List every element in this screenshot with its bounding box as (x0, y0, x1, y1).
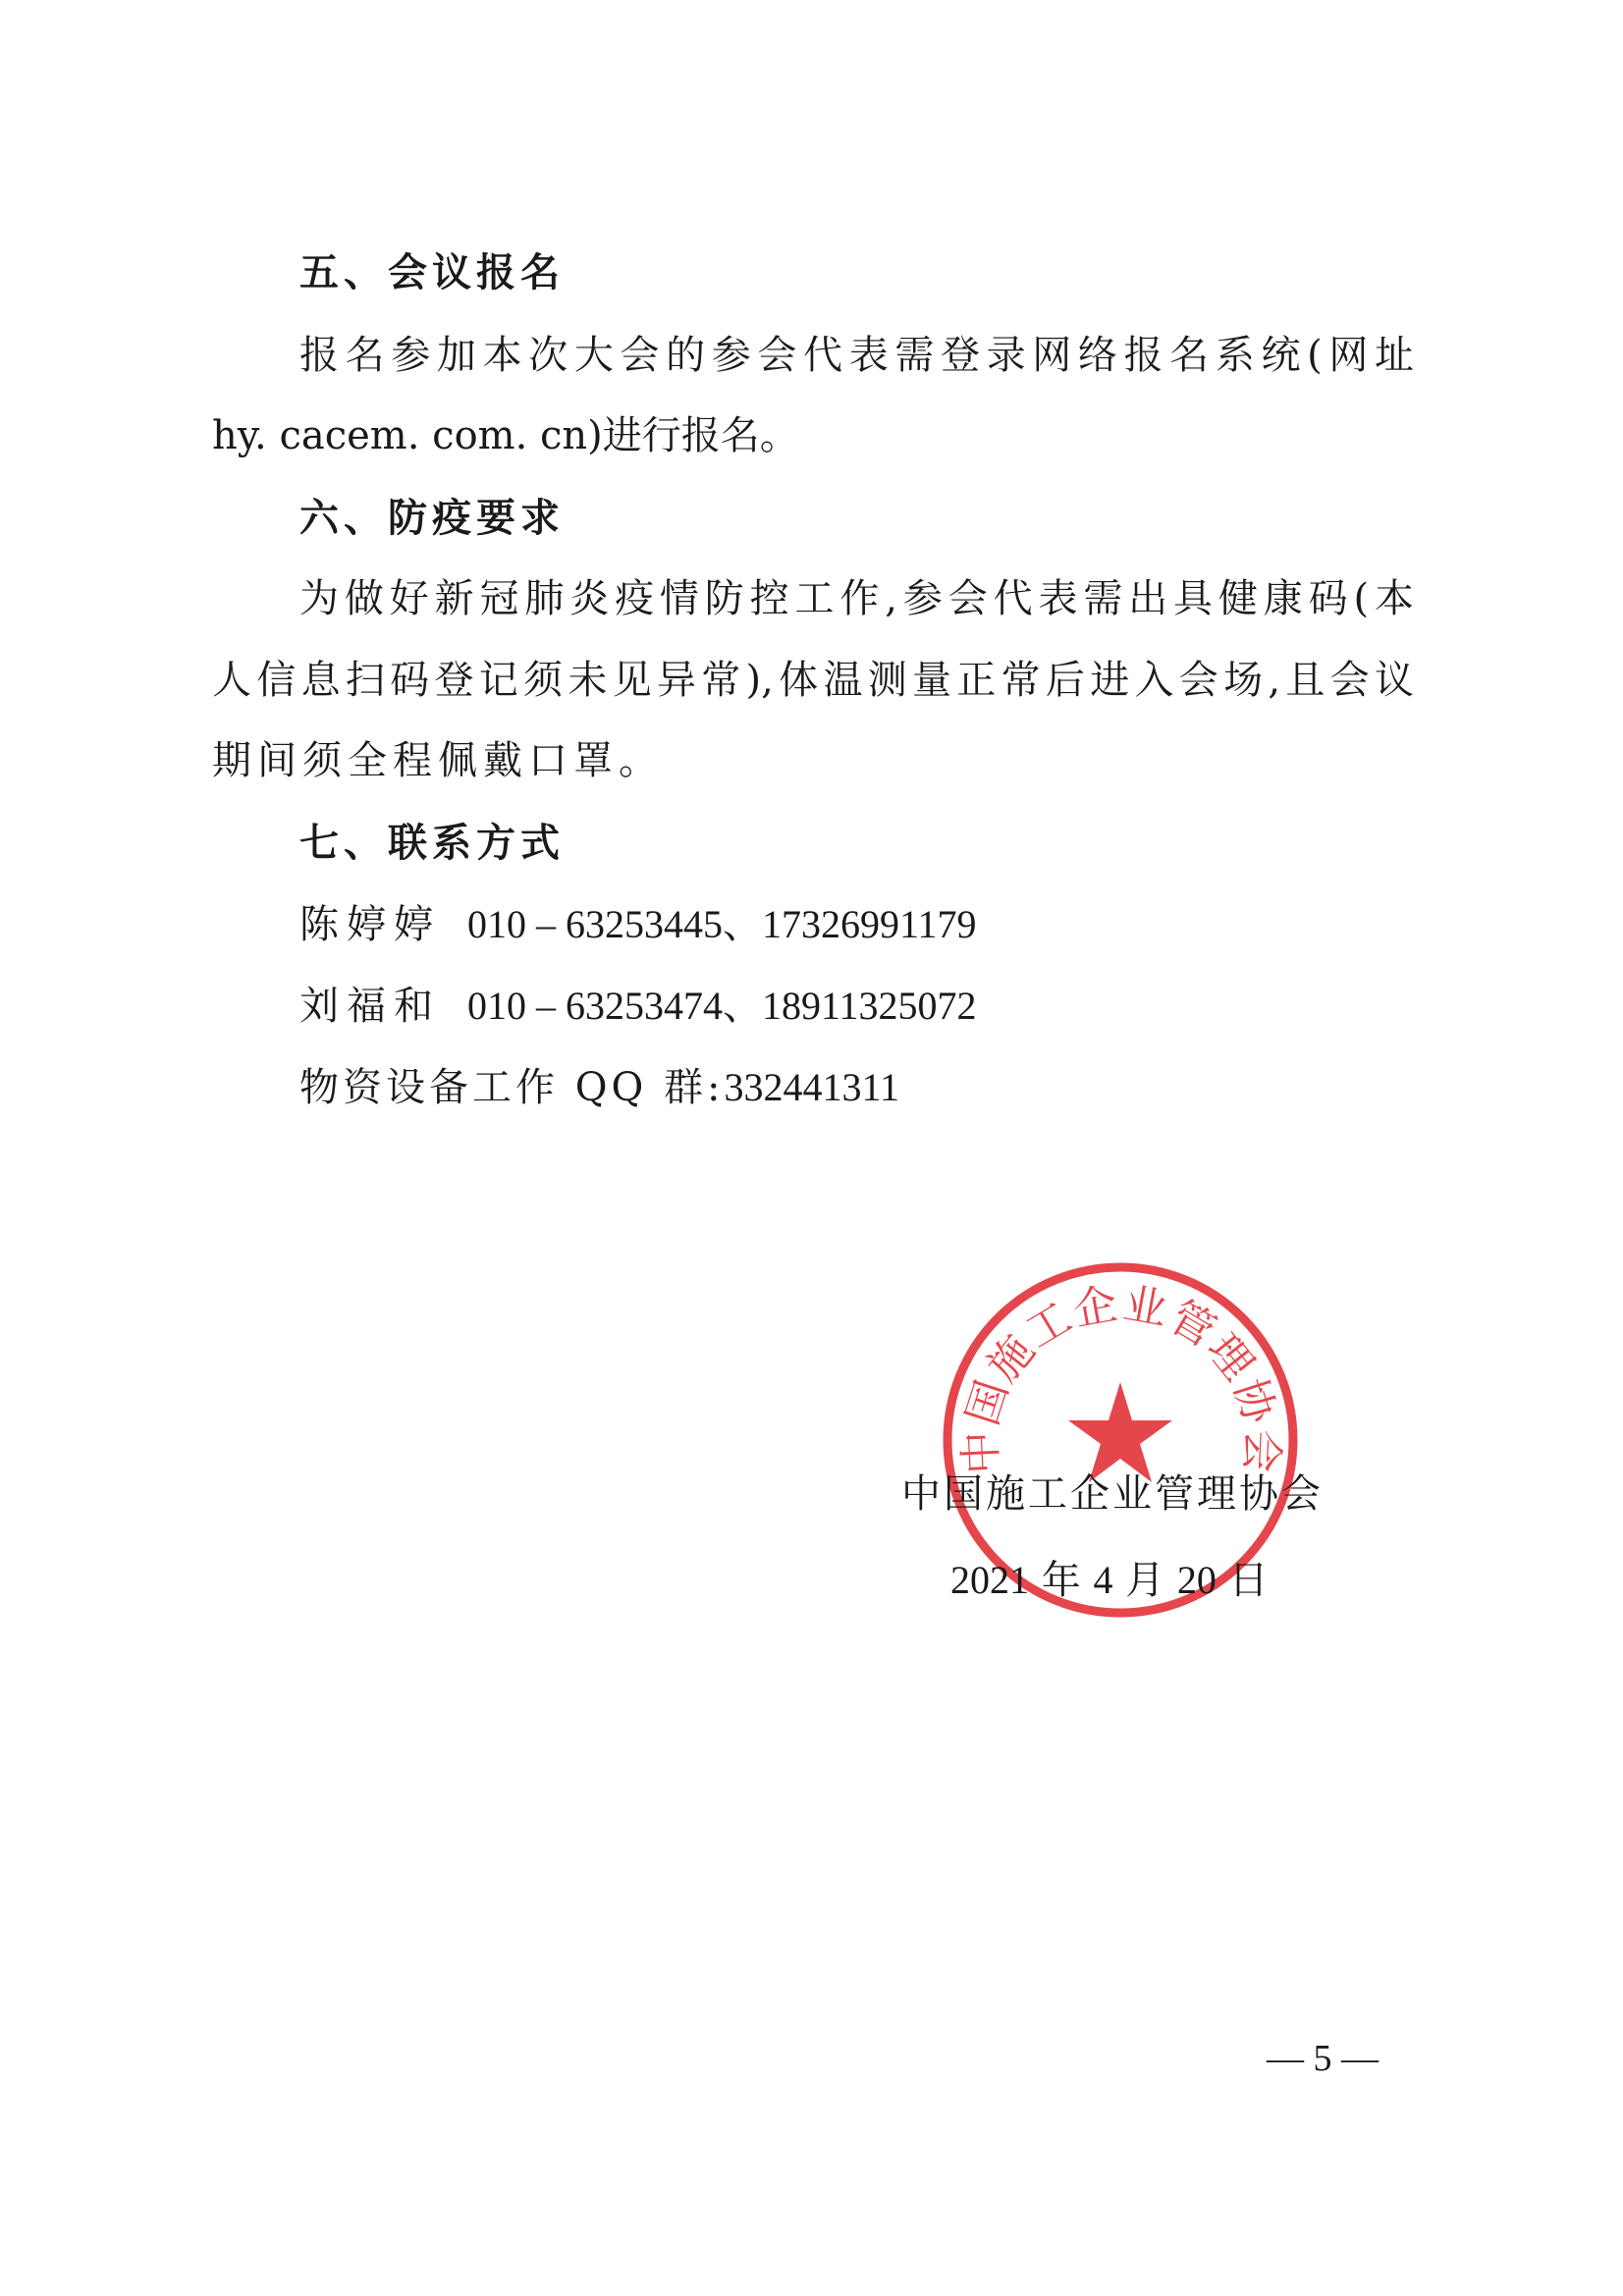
contact-name-2: 刘福和 (299, 984, 441, 1029)
registration-line-1: 报名参加本次大会的参会代表需登录网络报名系统(网址 (299, 333, 1414, 378)
qq-group-number: 332441311 (724, 1065, 900, 1109)
epidemic-line-1: 为做好新冠肺炎疫情防控工作,参会代表需出具健康码(本 (299, 576, 1414, 621)
date-month-unit: 月 (1125, 1558, 1165, 1603)
epidemic-line-3: 期间须全程佩戴口罩。 (212, 738, 664, 783)
qq-group-line (299, 1056, 899, 1112)
issue-date (950, 1549, 1269, 1605)
epidemic-line-2: 人信息扫码登记须未见异常),体温测量正常后进入会场,且会议 (212, 658, 1414, 703)
date-day: 20 (1176, 1558, 1217, 1602)
section-heading-registration: 五、会议报名 (299, 250, 565, 295)
date-year: 2021 (950, 1558, 1029, 1602)
seal-text: 中国施工企业管理协会 (955, 1278, 1287, 1476)
section-heading-contact: 七、联系方式 (299, 821, 565, 866)
page-number: — 5 — (1267, 2038, 1379, 2079)
contact-phone-2: 010 – 63253474、18911325072 (467, 984, 977, 1028)
section-heading-epidemic: 六、防疫要求 (299, 496, 565, 541)
date-month: 4 (1093, 1558, 1113, 1602)
contact-name-1: 陈婷婷 (299, 902, 441, 947)
registration-line-2: hy. cacem. com. cn)进行报名。 (212, 413, 799, 458)
date-day-unit: 日 (1228, 1558, 1269, 1603)
contact-phone-1: 010 – 63253445、17326991179 (467, 902, 977, 946)
date-year-unit: 年 (1041, 1558, 1081, 1603)
issuing-organization: 中国施工企业管理协会 (901, 1471, 1324, 1517)
qq-group-label: 物资设备工作 QQ 群: (299, 1065, 725, 1110)
